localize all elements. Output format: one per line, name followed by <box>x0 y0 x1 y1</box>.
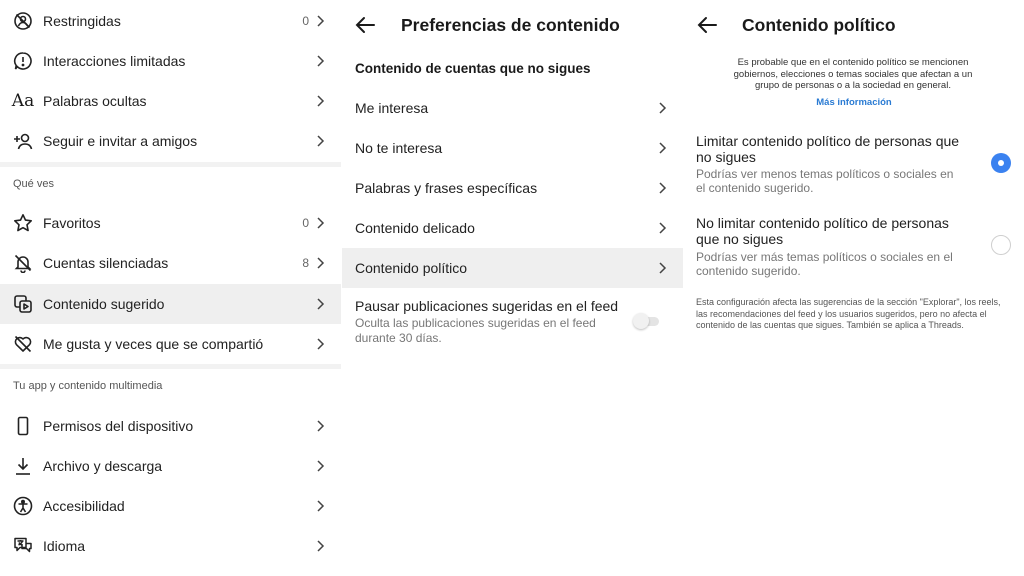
page-title: Contenido político <box>742 15 896 35</box>
row-label: Permisos del dispositivo <box>43 418 194 434</box>
language-icon <box>13 536 33 556</box>
chevron-right-icon <box>315 539 325 553</box>
chevron-right-icon <box>315 297 325 311</box>
chevron-right-icon <box>315 134 325 148</box>
menu-item-sensitive-content[interactable] <box>342 208 683 248</box>
row-label: Palabras ocultas <box>43 93 147 109</box>
chevron-right-icon <box>315 54 325 68</box>
limited-interactions-icon <box>13 51 33 71</box>
row-follow-invite[interactable] <box>0 121 341 161</box>
chevron-right-icon <box>315 419 325 433</box>
icon-text: Aa <box>11 91 35 111</box>
chevron-right-icon <box>315 459 325 473</box>
section-subtitle: Contenido de cuentas que no sigues <box>355 61 591 76</box>
star-icon <box>13 213 33 233</box>
radio-no-limit[interactable] <box>991 235 1011 255</box>
intro-text: Es probable que en el contenido político se mencionen gobiernos, elecciones o temas sociales que afectan a un grupo de personas o a la sociedad en general. <box>733 57 973 91</box>
row-favorites[interactable] <box>0 203 341 243</box>
accessibility-icon <box>13 496 33 516</box>
back-arrow-icon[interactable] <box>354 14 376 36</box>
menu-item-specific-words[interactable] <box>342 168 683 208</box>
menu-item-label: Contenido delicado <box>355 220 475 236</box>
option-limit-title[interactable]: Limitar contenido político de personas que no sigues <box>696 133 960 165</box>
chevron-right-icon <box>657 261 667 275</box>
menu-item-label: No te interesa <box>355 140 443 156</box>
pause-suggested-title: Pausar publicaciones sugeridas en el feed <box>355 298 619 314</box>
toggle-knob <box>633 313 649 329</box>
row-device-permissions[interactable] <box>0 406 341 446</box>
chevron-right-icon <box>657 181 667 195</box>
add-person-icon <box>13 131 33 151</box>
row-accessibility[interactable] <box>0 486 341 526</box>
row-limited-interactions[interactable] <box>0 41 341 81</box>
row-suggested-content[interactable] <box>0 284 341 324</box>
row-count: 8 <box>302 256 309 270</box>
menu-item-interested[interactable] <box>342 88 683 128</box>
chevron-right-icon <box>315 94 325 108</box>
row-label: Restringidas <box>43 13 121 29</box>
row-label: Interacciones limitadas <box>43 53 186 69</box>
restricted-icon <box>13 11 33 31</box>
row-count: 0 <box>302 14 309 28</box>
row-label: Cuentas silenciadas <box>43 255 169 271</box>
row-likes-shares[interactable] <box>0 324 341 364</box>
menu-item-label: Contenido político <box>355 260 468 276</box>
section-divider <box>0 364 341 369</box>
chevron-right-icon <box>657 221 667 235</box>
row-archive-download[interactable] <box>0 446 341 486</box>
section-header: Qué ves <box>13 178 54 190</box>
chevron-right-icon <box>315 499 325 513</box>
settings-footnote: Esta configuración afecta las sugerencias de la sección "Explorar", los reels, las recomendaciones del feed y los usuarios sugeridos, pero no afecta el contenido de las cuentas que sigues. También se aplica a Threads. <box>696 297 1001 330</box>
menu-item-not-interested[interactable] <box>342 128 683 168</box>
row-label: Favoritos <box>43 215 101 231</box>
phone-icon <box>13 416 33 436</box>
option-limit-description: Podrías ver menos temas políticos o sociales en el contenido sugerido. <box>696 167 954 195</box>
muted-bell-icon <box>13 253 33 273</box>
page-title: Preferencias de contenido <box>401 15 620 35</box>
pause-suggested-toggle[interactable] <box>633 313 661 329</box>
chevron-right-icon <box>657 141 667 155</box>
section-divider <box>0 162 341 167</box>
chevron-right-icon <box>315 14 325 28</box>
menu-item-label: Me interesa <box>355 100 429 116</box>
row-label: Archivo y descarga <box>43 458 163 474</box>
pause-suggested-description: Oculta las publicaciones sugeridas en el feed durante 30 días. <box>355 316 596 345</box>
chevron-right-icon <box>657 101 667 115</box>
learn-more-link[interactable]: Más información <box>816 97 892 108</box>
suggested-content-icon <box>13 294 33 314</box>
content-preferences-panel <box>342 0 683 576</box>
row-label: Accesibilidad <box>43 498 125 514</box>
option-no-limit-title[interactable]: No limitar contenido político de personas que no sigues <box>696 215 949 247</box>
row-label: Idioma <box>43 538 86 554</box>
chevron-right-icon <box>315 337 325 351</box>
section-header: Tu app y contenido multimedia <box>13 380 163 392</box>
radio-limit-selected[interactable] <box>991 153 1011 173</box>
settings-list-panel <box>0 0 341 576</box>
menu-item-label: Palabras y frases específicas <box>355 180 538 196</box>
menu-item-political-content[interactable] <box>342 248 683 288</box>
row-label: Seguir e invitar a amigos <box>43 133 198 149</box>
row-count: 0 <box>302 216 309 230</box>
row-language[interactable] <box>0 526 341 566</box>
political-content-panel <box>684 0 1024 576</box>
chevron-right-icon <box>315 216 325 230</box>
download-icon <box>13 456 33 476</box>
back-arrow-icon[interactable] <box>696 14 718 36</box>
option-no-limit-description: Podrías ver más temas políticos o sociales en el contenido sugerido. <box>696 250 953 278</box>
hidden-words-icon <box>13 91 33 111</box>
row-label: Me gusta y veces que se compartió <box>43 336 264 352</box>
row-restricted[interactable] <box>0 1 341 41</box>
row-hidden-words[interactable] <box>0 81 341 121</box>
row-muted-accounts[interactable] <box>0 243 341 283</box>
hidden-likes-icon <box>13 334 33 354</box>
chevron-right-icon <box>315 256 325 270</box>
row-label: Contenido sugerido <box>43 296 165 312</box>
